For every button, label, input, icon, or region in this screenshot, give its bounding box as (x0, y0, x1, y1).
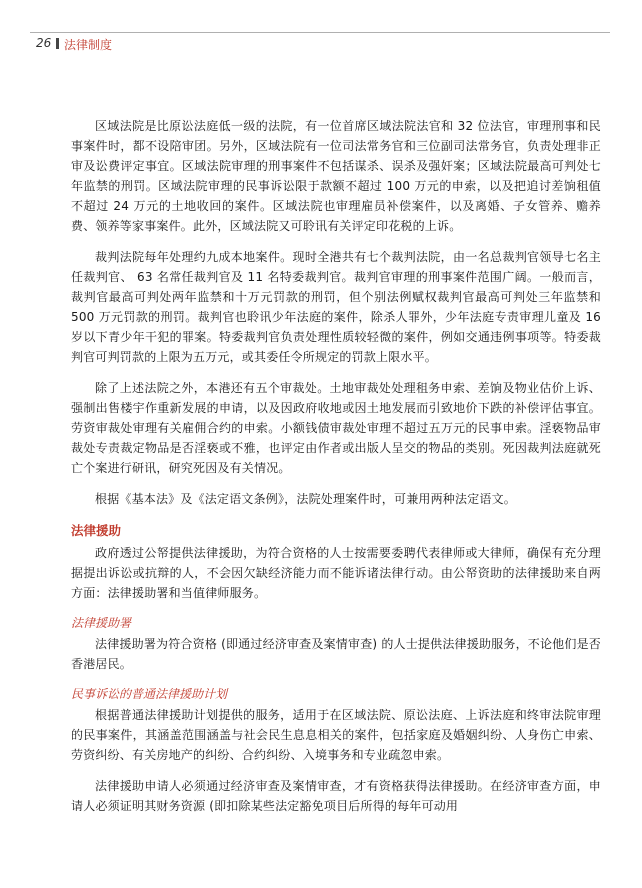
paragraph-official-languages: 根据《基本法》及《法定语文条例》，法院处理案件时，可兼用两种法定语文。 (95, 492, 517, 506)
heading-ordinary-scheme: 民事诉讼的普通法律援助计划 (71, 687, 228, 701)
paragraph-means-test: 法律援助申请人必须通过经济审查及案情审查，才有资格获得法律援助。在经济审查方面，申请人必须证明其财务资源 (即扣除某些法定豁免项目后所得的每年可动用 (71, 779, 601, 813)
paragraph-legal-aid: 政府透过公帑提供法律援助，为符合资格的人士按需要委聘代表律师或大律师，确保有充分理据提出诉讼或抗辩的人，不会因欠缺经济能力而不能诉诸法律行动。由公帑资助的法律援助来自两方面：法律援助署和当值律师服务。 (71, 546, 601, 600)
paragraph-district-court: 区域法院是比原讼法庭低一级的法院，有一位首席区域法院法官和 32 位法官，审理刑事和民事案件时，都不设陪审团。另外，区域法院有一位司法常务官和三位副司法常务官，负责处理非正审及讼费评定事宜。区域法院审理的刑事案件不包括谋杀、误杀及强奸案；区域法院最高可判处七年监禁的刑罚。区域法院审理的民事诉讼限于款额不超过 100 万元的申索，以及把追讨差饷租值不超过 24 万元的土地收回的案件。区域法院也审理雇员补偿案件，以及离婚、子女管养、赡养费、领养等家事案件。此外，区域法院又可聆讯有关评定印花税的上诉。 (71, 119, 601, 233)
heading-legal-aid-department: 法律援助署 (71, 616, 132, 630)
heading-legal-aid: 法律援助 (71, 523, 122, 538)
header-divider-bar (56, 38, 59, 49)
paragraph-tribunals: 除了上述法院之外，本港还有五个审裁处。土地审裁处处理租务申索、差饷及物业估价上诉、强制出售楼宇作重新发展的申请，以及因政府收地或因土地发展而引致地价下跌的补偿评估事宜。劳资审裁处审理有关雇佣合约的申索。小额钱债审裁处审理不超过五万元的民事申索。淫亵物品审裁处专责裁定物品是否淫亵或不雅，也评定由作者或出版人呈交的物品的类别。死因裁判法庭就死亡个案进行研讯，研究死因及有关情况。 (71, 381, 601, 475)
paragraph-ordinary-scheme: 根据普通法律援助计划提供的服务，适用于在区域法院、原讼法庭、上诉法庭和终审法院审理的民事案件，其涵盖范围涵盖与社会民生息息相关的案件，包括家庭及婚姻纠纷、人身伤亡申索、劳资纠纷、有关房地产的纠纷、合约纠纷、入境事务和专业疏忽申索。 (71, 708, 601, 762)
header-rule (30, 32, 610, 33)
paragraph-magistrates-courts: 裁判法院每年处理约九成本地案件。现时全港共有七个裁判法院，由一名总裁判官领导七名主任裁判官、 63 名常任裁判官及 11 名特委裁判官。裁判官审理的刑事案件范围广阔。一般而言，裁判官最高可判处两年监禁和十万元罚款的刑罚，但个别法例赋权裁判官最高可判处三年监禁和 500 万元罚款的刑罚。裁判官也聆讯少年法庭的案件，除杀人罪外，少年法庭专责审理儿童及 16 岁以下青少年干犯的罪案。特委裁判官负责处理性质较轻微的案件，例如交通违例事项等。特委裁判官可判罚款的上限为五万元，或其委任令所规定的罚款上限水平。 (71, 250, 601, 364)
page-number: 26 (36, 36, 52, 50)
chapter-title: 法律制度 (64, 38, 113, 52)
paragraph-legal-aid-department: 法律援助署为符合资格 (即通过经济审查及案情审查) 的人士提供法律援助服务，不论他们是否香港居民。 (71, 637, 601, 671)
page-body (71, 116, 601, 827)
page-header (30, 32, 610, 56)
